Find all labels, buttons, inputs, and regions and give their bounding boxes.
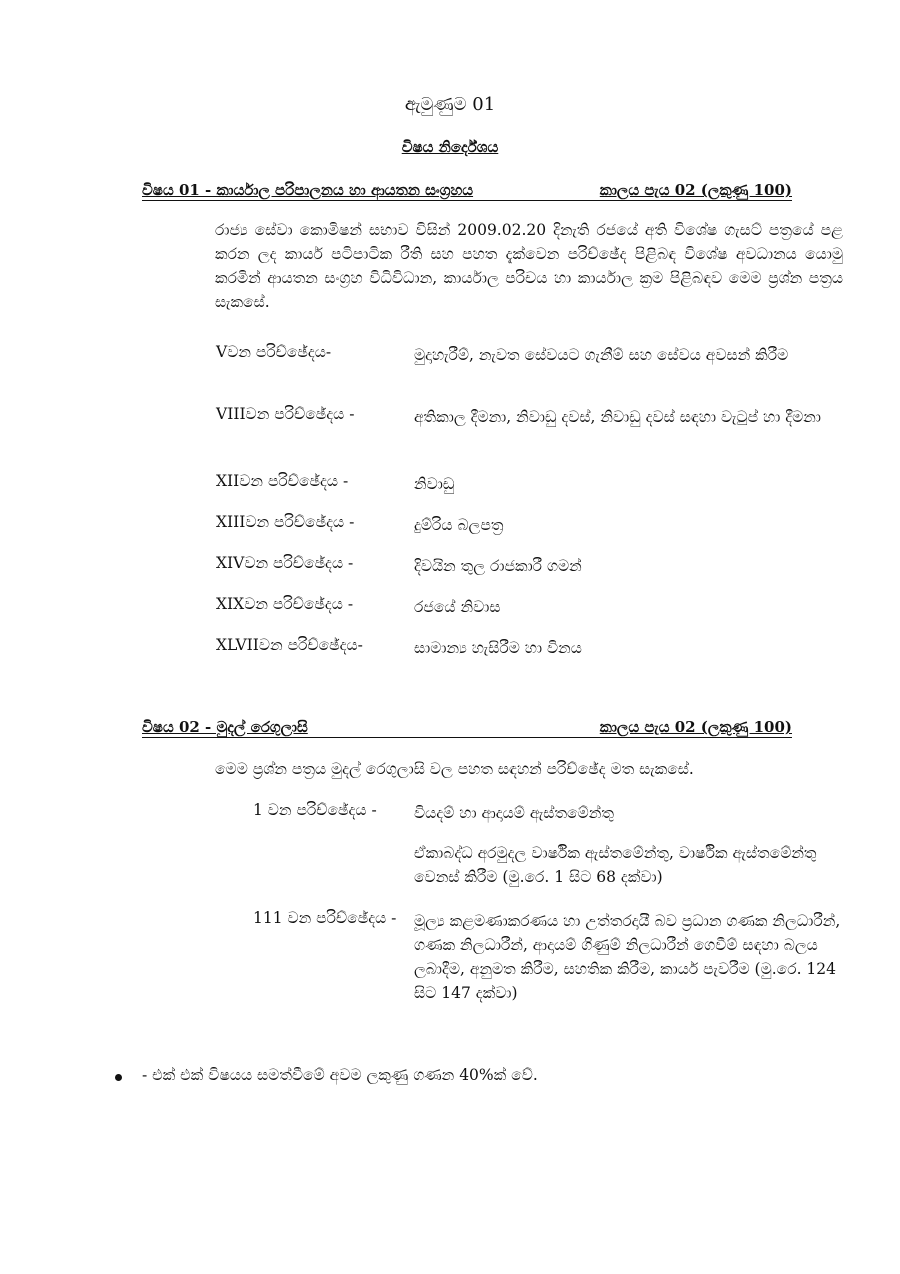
chapter-text: දුම්රිය බලපත්‍ර <box>414 516 504 534</box>
chapter-text: සාමාන්‍ය හැසිරීම හා විනය <box>414 639 582 657</box>
bullet-icon <box>115 1074 122 1081</box>
subject-2-duration: කාලය පැය 02 (ලකුණු 100) <box>599 718 792 736</box>
chapter-label: Vවන පරිච්ඡේදය- <box>216 343 332 361</box>
subject-1-intro: රාජ්‍ය සේවා කොමිෂන් සභාව විසින් 2009.02.20 දිනැති රජයේ අති විශේෂ ගැසට් පත්‍රයේ පළ කරන ලද කාර්ය පටිපාටික රීති සහ පහත දැක්වෙන පරිච්ඡේද පිළිබඳ විශේෂ අවධානය යොමු කරමින් ආයතන සංග්‍රහ විධිවිධාන, කාර්යාල පරිචය හා කාර්යාල ක්‍රම පිළිබඳව මෙම ප්‍රශ්න පත්‍රය සැකසේ. <box>215 221 843 311</box>
chapter-label: XIXවන පරිච්ඡේදය - <box>216 595 354 613</box>
chapter-text: අතිකාල දීමනා, නිවාඩු දවස්, නිවාඩු දවස් සඳහා වැටුප් හා දීමනා <box>414 408 821 426</box>
chapter-text: මුදාහැරීම්, නැවත සේවයට ගැනීම් සහ සේවය අවසන් කිරීම <box>414 346 789 364</box>
document-title: විෂය නිර්දේශය <box>401 138 499 156</box>
pass-mark-note: - එක් එක් විෂයය සමත්වීමේ අවම ලකුණු ගණන 40%ක් වේ. <box>142 1066 538 1084</box>
chapter-text: වියදම් හා ආදායම් ඇස්තමේන්තු <box>414 804 614 822</box>
chapter-label: XIIවන පරිච්ඡේදය - <box>216 472 349 490</box>
subject-1-heading <box>142 181 792 205</box>
chapter-text: ඒකාබද්ධ අරමුදල වාර්ෂික ඇස්තමේන්තු, වාර්ෂික ඇස්තමේන්තු වෙනස් කිරීම (මු.රෙ. 1 සිට 68 දක්වා) <box>414 844 817 886</box>
chapter-label: VIIIවන පරිච්ඡේදය - <box>216 405 355 423</box>
chapter-text: දිවයින තුල රාජකාරී ගමන් <box>414 557 582 575</box>
subject-2-heading <box>142 718 792 742</box>
chapter-text: නිවාඩු <box>414 475 455 493</box>
annex-number: ඇමුණුම 01 <box>404 94 496 115</box>
subject-2-underline <box>142 737 792 738</box>
chapter-label: 1 වන පරිච්ඡේදය - <box>253 801 377 819</box>
subject-2-name: විෂය 02 - මුදල් රෙගුලාසි <box>142 718 308 736</box>
subject-1-underline <box>142 200 792 201</box>
chapter-label: XIVවන පරිච්ඡේදය - <box>216 554 354 572</box>
subject-2-intro: මෙම ප්‍රශ්න පත්‍රය මුදල් රෙගුලාසි වල පහත සඳහන් පරිච්ඡේද මත සැකසේ. <box>215 760 694 778</box>
chapter-text: මූල්‍ය කළමණාකරණය හා උත්තරදායී බව ප්‍රධාන ගණක නිලධාරීන්, ගණක නිලධාරීන්, ආදායම් ගිණුම් නිලධාරීන් ගෙවීම් සඳහා බලය ලබාදීම, අනුමත කිරීම, සහතික කිරීම, කාර්ය පැවරීම (මු.රෙ. 124 සිට 147 දක්වා) <box>414 912 841 1002</box>
subject-1-duration: කාලය පැය 02 (ලකුණු 100) <box>599 181 792 199</box>
chapter-label: XIIIවන පරිච්ඡේදය - <box>216 513 355 531</box>
chapter-label: 111 වන පරිච්ඡේදය - <box>253 909 397 927</box>
chapter-text: රජයේ නිවාස <box>414 598 501 616</box>
subject-1-name: විෂය 01 - කාර්යාල පරිපාලනය හා ආයතන සංග්‍රහය <box>142 181 474 199</box>
chapter-label: XLVIIවන පරිච්ඡේදය- <box>216 636 363 654</box>
